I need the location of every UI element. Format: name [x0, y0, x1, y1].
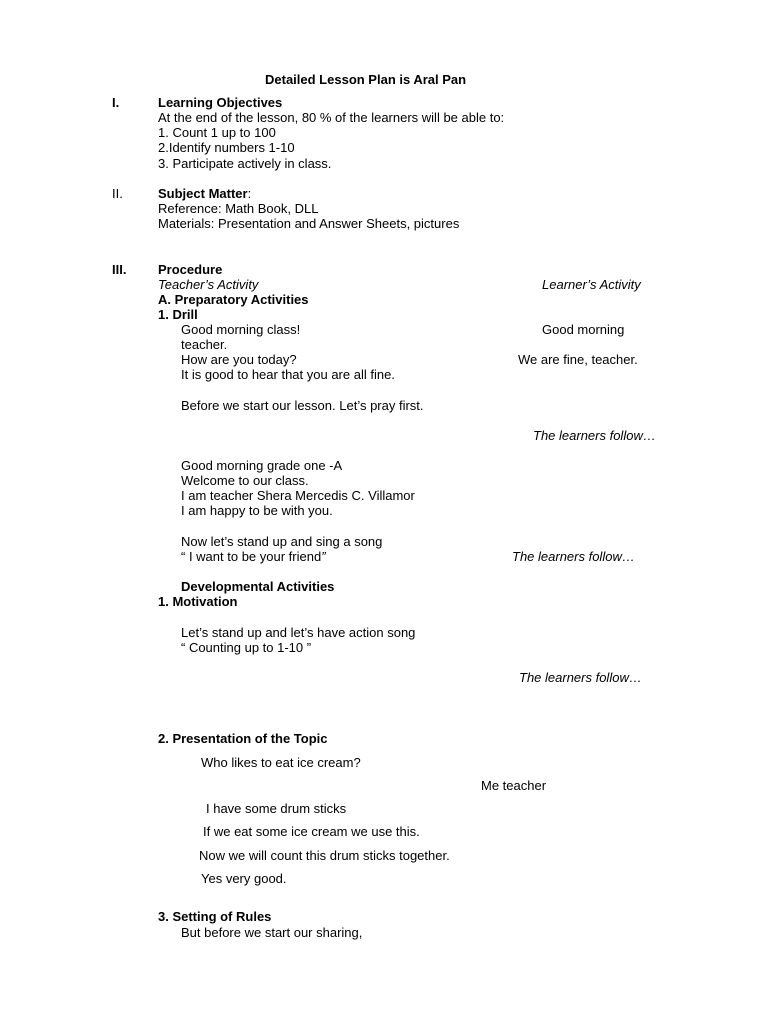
objective-item: 1. Count 1 up to 100: [158, 125, 276, 140]
learner-response: The learners follow…: [512, 549, 635, 564]
teacher-line: If we eat some ice cream we use this.: [203, 824, 420, 839]
teacher-line: Before we start our lesson. Let’s pray first.: [181, 398, 424, 413]
teacher-line: Who likes to eat ice cream?: [201, 755, 361, 770]
learner-activity-column-header: Learner’s Activity: [542, 277, 641, 292]
preparatory-activities-heading: A. Preparatory Activities: [158, 292, 309, 307]
section-2-numeral: II.: [112, 186, 123, 201]
teacher-line: Welcome to our class.: [181, 473, 309, 488]
teacher-line: I am teacher Shera Mercedis C. Villamor: [181, 488, 415, 503]
objective-item: 2.Identify numbers 1-10: [158, 140, 295, 155]
setting-of-rules-heading: 3. Setting of Rules: [158, 909, 272, 924]
reference-line: Reference: Math Book, DLL: [158, 201, 319, 216]
materials-line: Materials: Presentation and Answer Sheets, pictures: [158, 216, 460, 231]
song-title: “ I want to be your friend: [181, 549, 322, 564]
objective-item: 3. Participate actively in class.: [158, 156, 332, 171]
section-2-heading-line: [158, 186, 251, 201]
section-2-colon: :: [247, 186, 252, 201]
teacher-line: Now we will count this drum sticks together.: [199, 848, 450, 863]
section-2-heading: Subject Matter: [158, 186, 248, 201]
learner-response: Me teacher: [481, 778, 547, 793]
drill-heading: 1. Drill: [158, 307, 198, 322]
section-1-numeral: I.: [112, 95, 120, 110]
developmental-activities-heading: Developmental Activities: [181, 579, 335, 594]
teacher-line: How are you today?: [181, 352, 297, 367]
song-title-line: [181, 549, 326, 564]
teacher-line: I have some drum sticks: [206, 801, 347, 816]
learner-response-wrap: teacher.: [181, 337, 228, 352]
learner-response: The learners follow…: [533, 428, 656, 443]
teacher-line: Good morning class!: [181, 322, 301, 337]
objectives-intro: At the end of the lesson, 80 % of the learners will be able to:: [158, 110, 505, 125]
teacher-line: Good morning grade one -A: [181, 458, 343, 473]
teacher-activity-column-header: Teacher’s Activity: [158, 277, 259, 292]
teacher-line: Yes very good.: [201, 871, 287, 886]
learner-response: Good morning: [542, 322, 625, 337]
section-1-heading: Learning Objectives: [158, 95, 283, 110]
learner-response: The learners follow…: [519, 670, 642, 685]
song-title: “ Counting up to 1-10 ”: [181, 640, 312, 655]
teacher-line: But before we start our sharing,: [181, 925, 363, 940]
teacher-line: It is good to hear that you are all fine.: [181, 367, 395, 382]
motivation-heading: 1. Motivation: [158, 594, 238, 609]
song-title-close-quote: ”: [321, 549, 326, 564]
teacher-line: I am happy to be with you.: [181, 503, 333, 518]
teacher-line: Now let’s stand up and sing a song: [181, 534, 383, 549]
section-3-numeral: III.: [112, 262, 127, 277]
learner-response: We are fine, teacher.: [518, 352, 638, 367]
section-3-heading: Procedure: [158, 262, 223, 277]
teacher-line: Let’s stand up and let’s have action song: [181, 625, 416, 640]
document-title: Detailed Lesson Plan is Aral Pan: [265, 72, 467, 87]
presentation-heading: 2. Presentation of the Topic: [158, 731, 328, 746]
